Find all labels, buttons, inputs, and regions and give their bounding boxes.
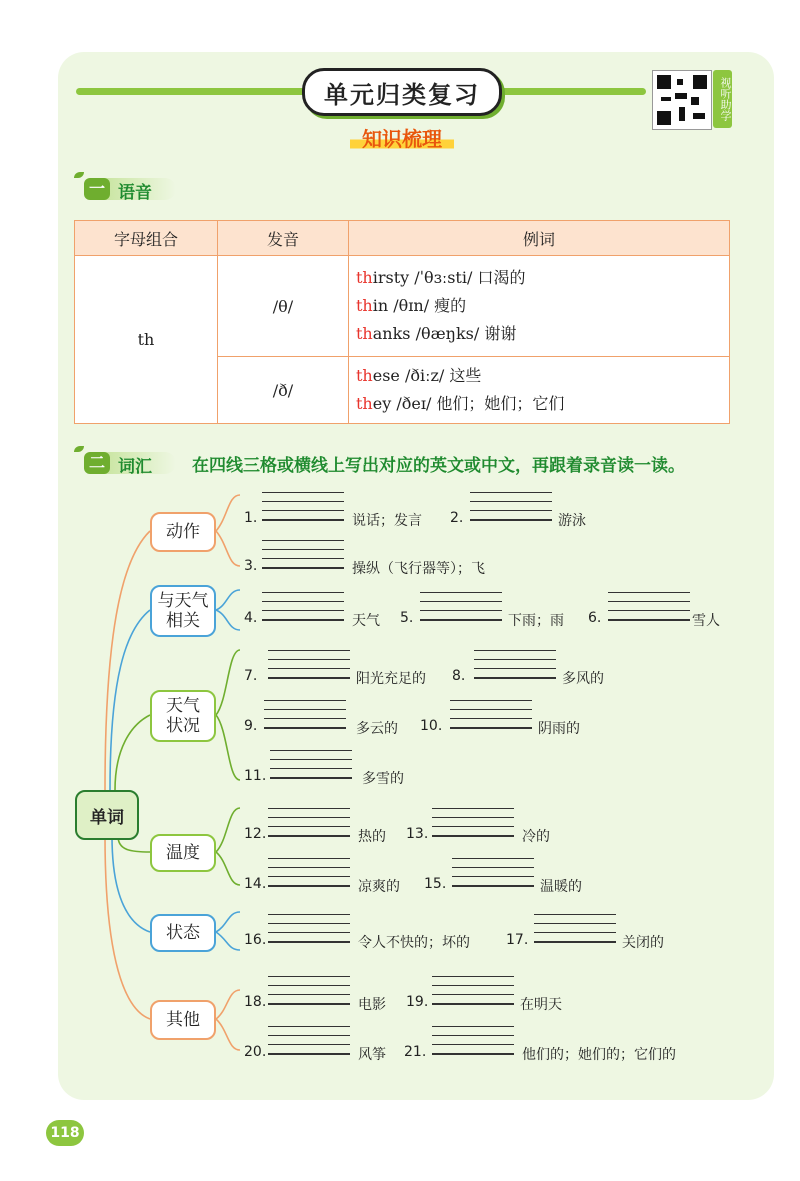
item-18-meaning: 电影 <box>358 997 386 1013</box>
header-combo: 字母组合 <box>75 221 218 256</box>
item-12-number: 12. <box>244 826 267 842</box>
item-19-number: 19. <box>406 994 429 1010</box>
item-17-number: 17. <box>506 932 529 948</box>
writing-blank[interactable] <box>608 592 690 626</box>
section2-instruction: 在四线三格或横线上写出对应的英文或中文，再跟着录音读一读。 <box>192 456 685 476</box>
writing-blank[interactable] <box>262 492 344 526</box>
item-14-number: 14. <box>244 876 267 892</box>
category-weather-related: 与天气 相关 <box>150 585 216 637</box>
item-4-number: 4. <box>244 610 258 626</box>
writing-blank[interactable] <box>432 808 514 842</box>
writing-blank[interactable] <box>262 592 344 626</box>
writing-blank[interactable] <box>534 914 616 948</box>
writing-blank[interactable] <box>420 592 502 626</box>
category-weather-conditions: 天气 状况 <box>150 690 216 742</box>
qr-tag-label: 视听助学 <box>713 70 732 128</box>
item-4-meaning: 天气 <box>352 613 380 629</box>
writing-blank[interactable] <box>268 650 350 684</box>
writing-blank[interactable] <box>270 750 352 784</box>
header-sound: 发音 <box>218 221 349 256</box>
example-word: thin /θɪn/ 瘦的 <box>356 296 467 315</box>
item-1-number: 1. <box>244 510 258 526</box>
category-state: 状态 <box>150 914 216 952</box>
item-12-meaning: 热的 <box>358 829 386 845</box>
header-examples: 例词 <box>349 221 730 256</box>
example-word: these /ðiːz/ 这些 <box>356 366 482 385</box>
item-15-meaning: 温暖的 <box>540 879 582 895</box>
item-15-number: 15. <box>424 876 447 892</box>
writing-blank[interactable] <box>262 540 344 574</box>
item-16-meaning: 令人不快的；坏的 <box>358 935 470 951</box>
item-11-number: 11. <box>244 768 267 784</box>
item-16-number: 16. <box>244 932 267 948</box>
item-9-meaning: 多云的 <box>356 721 398 737</box>
item-6-number: 6. <box>588 610 602 626</box>
section-subtitle: 知识梳理 <box>350 123 454 153</box>
writing-blank[interactable] <box>264 700 346 734</box>
page-number: 118 <box>46 1120 84 1146</box>
writing-blank[interactable] <box>474 650 556 684</box>
item-10-number: 10. <box>420 718 443 734</box>
item-1-meaning: 说话；发言 <box>352 513 422 529</box>
item-2-meaning: 游泳 <box>558 513 586 529</box>
item-20-meaning: 风筝 <box>358 1047 386 1063</box>
item-10-meaning: 阴雨的 <box>538 721 580 737</box>
item-20-number: 20. <box>244 1044 267 1060</box>
item-7-meaning: 阳光充足的 <box>356 671 426 687</box>
combo-cell: th <box>75 256 218 424</box>
item-18-number: 18. <box>244 994 267 1010</box>
example-word: thirsty /ˈθɜːsti/ 口渴的 <box>356 268 526 287</box>
writing-blank[interactable] <box>432 1026 514 1060</box>
item-14-meaning: 凉爽的 <box>358 879 400 895</box>
category-others: 其他 <box>150 1000 216 1040</box>
section1-label: 语音 <box>118 183 152 203</box>
item-13-meaning: 冷的 <box>522 829 550 845</box>
writing-blank[interactable] <box>268 976 350 1010</box>
item-6-meaning: 雪人 <box>692 613 720 629</box>
writing-blank[interactable] <box>268 914 350 948</box>
sound-theta: /θ/ <box>218 256 349 357</box>
item-5-number: 5. <box>400 610 414 626</box>
item-2-number: 2. <box>450 510 464 526</box>
item-5-meaning: 下雨；雨 <box>508 613 564 629</box>
item-3-meaning: 操纵（飞行器等）；飞 <box>352 561 485 577</box>
item-21-meaning: 他们的；她们的；它们的 <box>522 1047 676 1063</box>
writing-blank[interactable] <box>268 1026 350 1060</box>
example-word: thanks /θæŋks/ 谢谢 <box>356 324 517 343</box>
item-21-number: 21. <box>404 1044 427 1060</box>
writing-blank[interactable] <box>268 808 350 842</box>
item-19-meaning: 在明天 <box>520 997 562 1013</box>
item-3-number: 3. <box>244 558 258 574</box>
item-9-number: 9. <box>244 718 258 734</box>
section2-label: 词汇 <box>118 457 152 477</box>
example-word: they /ðeɪ/ 他们；她们；它们 <box>356 394 565 413</box>
writing-blank[interactable] <box>452 858 534 892</box>
sound-eth: /ð/ <box>218 357 349 424</box>
item-11-meaning: 多雪的 <box>362 771 404 787</box>
item-13-number: 13. <box>406 826 429 842</box>
category-actions: 动作 <box>150 512 216 552</box>
item-7-number: 7. <box>244 668 258 684</box>
writing-blank[interactable] <box>268 858 350 892</box>
item-17-meaning: 关闭的 <box>622 935 664 951</box>
mindmap-root: 单词 <box>75 790 139 840</box>
writing-blank[interactable] <box>450 700 532 734</box>
section2-number: 二 <box>84 452 110 474</box>
writing-blank[interactable] <box>470 492 552 526</box>
page-title: 单元归类复习 <box>302 68 502 116</box>
item-8-number: 8. <box>452 668 466 684</box>
section1-number: 一 <box>84 178 110 200</box>
category-temperature: 温度 <box>150 834 216 872</box>
item-8-meaning: 多风的 <box>562 671 604 687</box>
writing-blank[interactable] <box>432 976 514 1010</box>
